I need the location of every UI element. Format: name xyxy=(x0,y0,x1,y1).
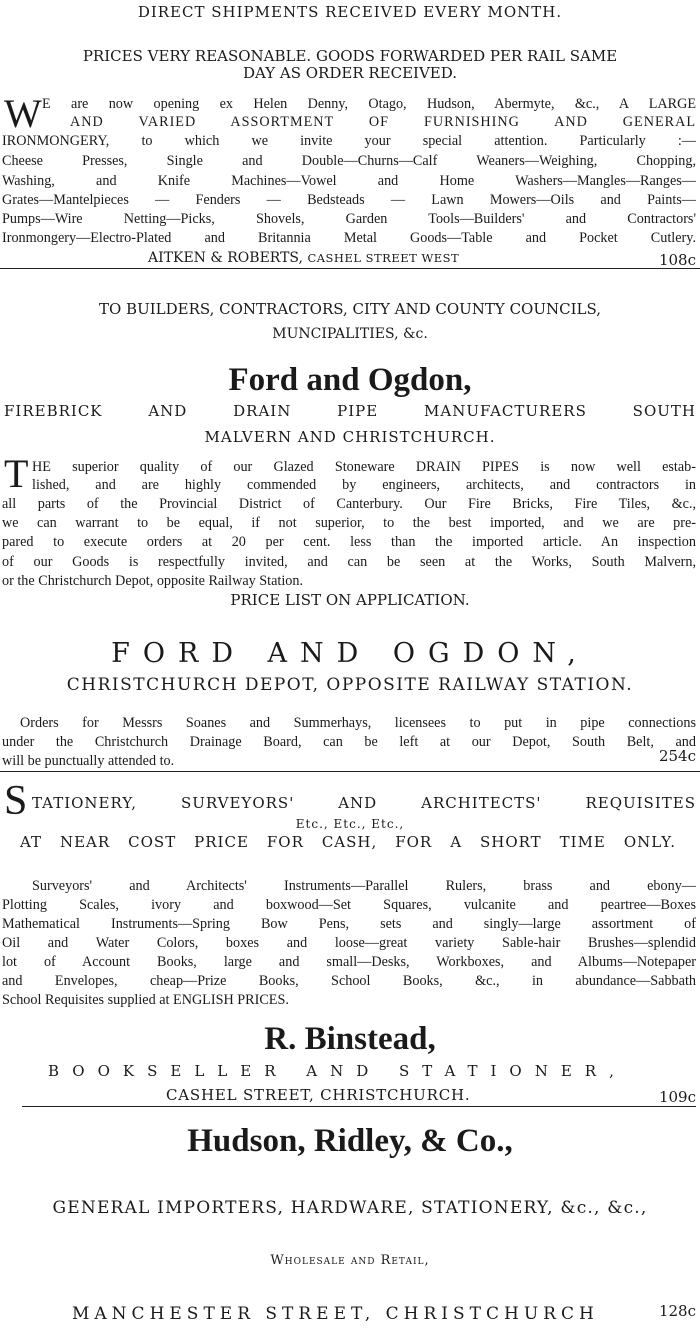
drop-cap-t: T xyxy=(4,451,29,496)
body-line: Plotting Scales, ivory and boxwood—Set Squares, vulcanite and peartree—Boxes xyxy=(2,897,696,913)
body-line: Mathematical Instruments—Spring Bow Pens, sets and singly—large assortment of xyxy=(2,916,696,932)
shipments-header: DIRECT SHIPMENTS RECEIVED EVERY MONTH. xyxy=(137,3,563,21)
body-line: HE superior quality of our Glazed Stoneware DRAIN PIPES is now well estab- xyxy=(32,459,696,475)
column-rule xyxy=(22,1106,696,1107)
column-rule xyxy=(0,268,700,269)
binstead-title: R. Binstead, xyxy=(264,1021,436,1057)
ad-reference-number: 254c xyxy=(658,747,696,765)
body-line: Surveyors' and Architects' Instruments—Parallel Rulers, brass and ebony— xyxy=(32,878,696,894)
drop-cap-w: W xyxy=(4,91,42,136)
ad-reference-number: 128c xyxy=(658,1302,696,1320)
body-line: of our Goods is respectfully invited, and can be seen at the Works, South Malvern, xyxy=(2,554,696,570)
body-line: lished, and are highly commended by engineers, architects, and contractors in xyxy=(32,477,696,493)
body-line: lot of Account Books, large and small—Desks, Workboxes, and Albums—Notepaper xyxy=(2,954,696,970)
signature-name: AITKEN & ROBERTS, xyxy=(148,250,303,266)
body-line: Pumps—Wire Netting—Picks, Shovels, Garden Tools—Builders' and Contractors' xyxy=(2,211,696,227)
wholesale-retail-line: Wholesale and Retail, xyxy=(270,1253,430,1268)
body-line: E are now opening ex Helen Denny, Otago, Hudson, Abermyte, &c., A LARGE xyxy=(42,96,696,112)
stationery-heading-line-1: TATIONERY, SURVEYORS' AND ARCHITECTS' REQUISITES xyxy=(32,794,696,812)
body-line: and Envelopes, cheap—Prize Books, School Books, &c., in abundance—Sabbath xyxy=(2,973,696,989)
body-line: AND VARIED ASSORTMENT OF FURNISHING AND GENERAL xyxy=(70,114,696,130)
builders-line-2: MUNCIPALITIES, &c. xyxy=(272,326,428,342)
hudson-ridley-title: Hudson, Ridley, & Co., xyxy=(187,1123,513,1159)
signature-address: CASHEL STREET WEST xyxy=(307,251,460,265)
body-line: School Requisites supplied at ENGLISH PRICES. xyxy=(2,992,289,1008)
drop-cap-s: S xyxy=(4,778,28,824)
stationery-heading-line-2: AT NEAR COST PRICE FOR CASH, FOR A SHORT TIME ONLY. xyxy=(20,833,676,851)
body-line: or the Christchurch Depot, opposite Railway Station. xyxy=(2,573,304,589)
body-line: Grates—Mantelpieces — Fenders — Bedsteads — Lawn Mowers—Oils and Paints— xyxy=(2,192,696,208)
builders-line-1: TO BUILDERS, CONTRACTORS, CITY AND COUNTY COUNCILS, xyxy=(98,300,601,318)
ford-sub-line-2: MALVERN AND CHRISTCHURCH. xyxy=(204,428,496,446)
body-line: Orders for Messrs Soanes and Summerhays, licensees to put in pipe connections xyxy=(20,715,696,731)
prices-line-1: PRICES VERY REASONABLE. GOODS FORWARDED PER RAIL SAME xyxy=(82,47,618,65)
price-list-line: PRICE LIST ON APPLICATION. xyxy=(230,591,470,609)
body-line: we can warrant to be equal, if not superior, to the best imported, and we are pre- xyxy=(2,515,696,531)
body-line: Washing, and Knife Machines—Vowel and Home Washers—Mangles—Ranges— xyxy=(2,173,696,189)
body-line: under the Christchurch Drainage Board, can be left at our Depot, South Belt, and xyxy=(2,734,696,750)
body-line: Ironmongery—Electro-Plated and Britannia Metal Goods—Table and Pocket Cutlery. xyxy=(2,230,696,246)
body-line: will be punctually attended to. xyxy=(2,753,175,769)
body-line: IRONMONGERY, to which we invite your special attention. Particularly :— xyxy=(2,133,696,149)
ford-sub-line-1: FIREBRICK AND DRAIN PIPE MANUFACTURERS SOUTH xyxy=(4,402,696,420)
body-line: pared to execute orders at 20 per cent. less than the imported article. An inspection xyxy=(2,534,696,550)
body-line: all parts of the Provincial District of Canterbury. Our Fire Bricks, Fire Tiles, &c., xyxy=(2,496,696,512)
manchester-street-line: MANCHESTER STREET, CHRISTCHURCH xyxy=(72,1304,599,1324)
aitken-signature xyxy=(148,251,459,265)
ad-reference-number: 108c xyxy=(658,251,696,269)
ford-ogdon-spaced-name: FORD AND OGDON, xyxy=(111,638,589,669)
etc-line: Etc., Etc., Etc., xyxy=(295,817,405,831)
christchurch-depot-line: CHRISTCHURCH DEPOT, OPPOSITE RAILWAY STATION. xyxy=(66,675,634,695)
bookseller-line: BOOKSELLER AND STATIONER, xyxy=(48,1062,627,1080)
binstead-address: CASHEL STREET, CHRISTCHURCH. xyxy=(166,1086,471,1104)
ford-ogdon-title: Ford and Ogdon, xyxy=(228,362,472,398)
general-importers-line: GENERAL IMPORTERS, HARDWARE, STATIONERY, &c., &c., xyxy=(52,1198,648,1218)
ad-reference-number: 109c xyxy=(658,1088,696,1106)
prices-line-2: DAY AS ORDER RECEIVED. xyxy=(242,64,458,82)
body-line: Cheese Presses, Single and Double—Churns—Calf Weaners—Weighing, Chopping, xyxy=(2,153,696,169)
body-line: Oil and Water Colors, boxes and loose—great variety Sable-hair Brushes—splendid xyxy=(2,935,696,951)
column-rule xyxy=(0,771,700,772)
